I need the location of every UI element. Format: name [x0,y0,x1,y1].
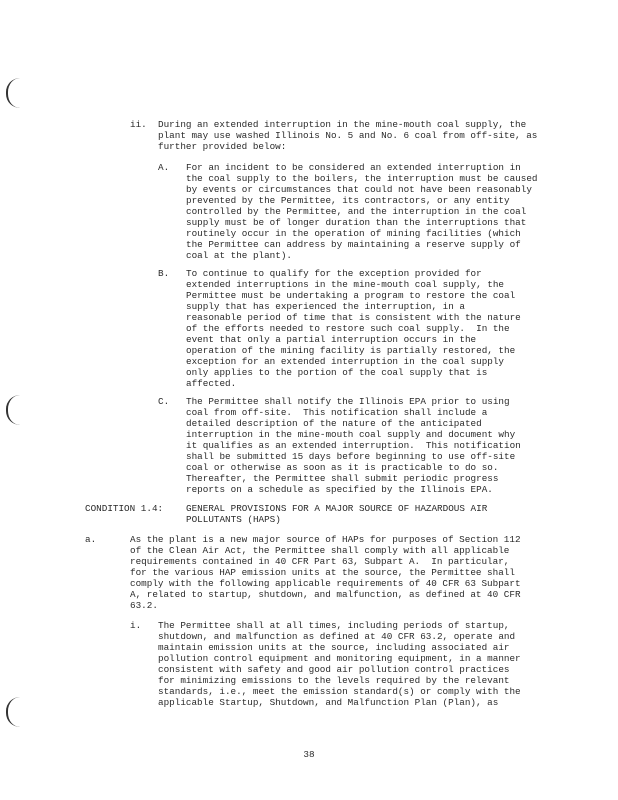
text-line: controlled by the Permittee, and the interruption in the coal [186,206,527,217]
sub-item-b-marker: B. [158,268,170,279]
text-line: The Permittee shall at all times, including periods of startup, [158,620,510,631]
item-ii-marker: ii. [130,119,147,130]
text-line: supply must be of longer duration than the interruptions that [186,217,527,228]
text-line: reports on a schedule as specified by the Illinois EPA. [186,484,493,495]
text-line: affected. [186,378,237,389]
text-line: for minimizing emissions to the levels required by the relevant [158,675,510,686]
text-line: exception for an extended interruption in the coal supply [186,356,505,367]
text-line: Thereafter, the Permittee shall submit periodic progress [186,473,499,484]
text-line: The Permittee shall notify the Illinois EPA prior to using [186,396,510,407]
page-number: 38 [303,749,315,760]
text-line: shutdown, and malfunction as defined at 40 CFR 63.2, operate and [158,631,516,642]
hole-punch-mark-middle [6,395,22,425]
condition-label: CONDITION 1.4: [85,503,164,514]
text-line: applicable Startup, Shutdown, and Malfunction Plan (Plan), as [158,697,499,708]
text-line: Permittee must be undertaking a program to restore the coal [186,290,516,301]
text-line: To continue to qualify for the exception provided for [186,268,482,279]
text-line: operation of the mining facility is partially restored, the [186,345,516,356]
text-line: by events or circumstances that could not have been reasonably [186,184,532,195]
condition-title-line: GENERAL PROVISIONS FOR A MAJOR SOURCE OF HAZARDOUS AIR [186,503,488,514]
text-line: of the Clean Air Act, the Permittee shall comply with all applicable [130,545,510,556]
text-line: maintain emission units at the source, including associated air [158,642,510,653]
text-line: comply with the following applicable requirements of 40 CFR 63 Subpart [130,578,521,589]
item-a-marker: a. [85,534,97,545]
hole-punch-mark-bottom [6,697,22,727]
text-line: consistent with safety and good air pollution control practices [158,664,510,675]
text-line: the coal supply to the boilers, the interruption must be caused [186,173,538,184]
text-line: supply that has experienced the interruption, in a [186,301,465,312]
text-line: routinely occur in the operation of mining facilities (which [186,228,521,239]
condition-title-line: POLLUTANTS (HAPS) [186,514,281,525]
text-line: A, related to startup, shutdown, and malfunction, as defined at 40 CFR [130,589,521,600]
text-line: requirements contained in 40 CFR Part 63, Subpart A. In particular, [130,556,510,567]
text-line: shall be submitted 15 days before beginning to use off-site [186,451,516,462]
text-line: pollution control equipment and monitoring equipment, in a manner [158,653,521,664]
sub-item-a-marker: A. [158,162,170,173]
text-line: During an extended interruption in the mine-mouth coal supply, the [158,119,527,130]
item-a-i-marker: i. [130,620,142,631]
text-line: of the efforts needed to restore such coal supply. In the [186,323,510,334]
text-line: event that only a partial interruption occurs in the [186,334,477,345]
text-line: interruption in the mine-mouth coal supply and document why [186,429,516,440]
sub-item-c-marker: C. [158,396,170,407]
text-line: plant may use washed Illinois No. 5 and No. 6 coal from off-site, as [158,130,538,141]
text-line: For an incident to be considered an extended interruption in [186,162,521,173]
text-line: coal at the plant). [186,250,293,261]
text-line: coal from off-site. This notification shall include a [186,407,488,418]
text-line: coal or otherwise as soon as it is practicable to do so. [186,462,499,473]
text-line: it qualifies as an extended interruption. This notification [186,440,521,451]
text-line: the Permittee can address by maintaining a reserve supply of [186,239,521,250]
text-line: reasonable period of time that is consistent with the nature [186,312,521,323]
text-line: extended interruptions in the mine-mouth coal supply, the [186,279,505,290]
text-line: for the various HAP emission units at the source, the Permittee shall [130,567,515,578]
text-line: prevented by the Permittee, its contractors, or any entity [186,195,510,206]
text-line: 63.2. [130,600,158,611]
text-line: As the plant is a new major source of HAPs for purposes of Section 112 [130,534,521,545]
text-line: further provided below: [158,141,287,152]
text-line: standards, i.e., meet the emission standard(s) or comply with the [158,686,521,697]
text-line: only applies to the portion of the coal supply that is [186,367,488,378]
text-line: detailed description of the nature of the anticipated [186,418,482,429]
hole-punch-mark-top [6,78,22,108]
